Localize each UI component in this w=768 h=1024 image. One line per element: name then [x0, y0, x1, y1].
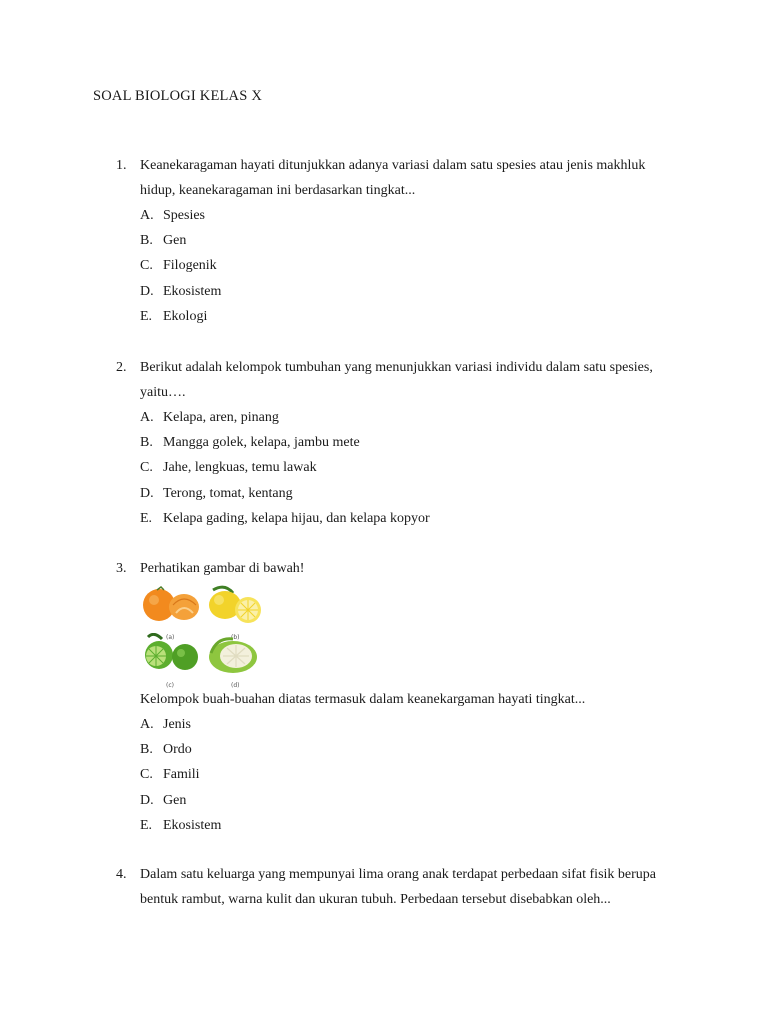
question-stem: Dalam satu keluarga yang mempunyai lima orang anak terdapat perbedaan sifat fisik berupa bentuk rambut, warna kulit dan ukuran tubuh. Perbedaan tersebut disebabkan oleh... — [140, 867, 656, 907]
question-number: 1. — [116, 158, 127, 173]
option-text: Ekosistem — [163, 283, 222, 299]
figure-caption-a: (a) — [166, 634, 175, 641]
option-text: Kelapa, aren, pinang — [163, 410, 279, 425]
question-stem: Perhatikan gambar di bawah! — [140, 561, 305, 576]
option-c — [140, 455, 676, 480]
option-letter: D. — [140, 485, 154, 501]
option-letter: C. — [140, 767, 153, 783]
figure-caption-c: (c) — [166, 682, 174, 689]
option-text: Mangga golek, kelapa, jambu mete — [163, 435, 360, 451]
option-a — [140, 203, 676, 228]
pomelo-fruit-image — [203, 633, 265, 675]
option-letter: B. — [140, 435, 153, 451]
option-e — [140, 304, 676, 329]
option-b — [140, 430, 676, 455]
question-1 — [116, 153, 676, 329]
option-text: Kelapa gading, kelapa hijau, dan kelapa kopyor — [163, 510, 430, 526]
option-text: Ekologi — [163, 308, 208, 324]
fruit-figure — [140, 585, 264, 689]
question-stem: Berikut adalah kelompok tumbuhan yang menunjukkan variasi individu dalam satu spesies, yaitu…. — [140, 360, 653, 400]
option-letter: E. — [140, 817, 153, 833]
question-stem-continued: Kelompok buah-buahan diatas termasuk dalam keanekargaman hayati tingkat... — [140, 692, 586, 707]
document-title: SOAL BIOLOGI KELAS X — [93, 88, 262, 104]
option-letter: E. — [140, 308, 153, 324]
option-letter: C. — [140, 460, 153, 476]
option-text: Jahe, lengkuas, temu lawak — [163, 460, 317, 476]
option-letter: A. — [140, 717, 154, 732]
option-b — [140, 737, 676, 762]
option-text: Gen — [163, 792, 187, 808]
option-text: Filogenik — [163, 258, 217, 274]
option-a — [140, 405, 676, 430]
option-letter: B. — [140, 233, 153, 249]
option-text: Ekosistem — [163, 817, 222, 833]
option-b — [140, 228, 676, 253]
option-letter: C. — [140, 258, 153, 274]
option-c — [140, 253, 676, 278]
option-letter: D. — [140, 283, 154, 299]
figure-caption-d: (d) — [231, 682, 240, 689]
option-text: Gen — [163, 233, 187, 249]
question-3 — [116, 556, 676, 838]
option-d — [140, 481, 676, 506]
option-letter: E. — [140, 510, 153, 526]
question-number: 3. — [116, 561, 127, 576]
figure-caption-b: (b) — [231, 634, 240, 641]
question-2 — [116, 355, 676, 531]
lime-fruit-image — [140, 633, 202, 675]
option-d — [140, 788, 676, 813]
orange-fruit-image — [140, 585, 202, 627]
question-4 — [116, 862, 676, 912]
option-d — [140, 279, 676, 304]
question-number: 2. — [116, 360, 127, 375]
option-letter: A. — [140, 208, 154, 223]
option-text: Terong, tomat, kentang — [163, 485, 293, 501]
option-c — [140, 762, 676, 787]
option-e — [140, 813, 676, 838]
option-e — [140, 506, 676, 531]
option-letter: D. — [140, 792, 154, 808]
option-text: Famili — [163, 767, 200, 783]
option-text: Spesies — [163, 208, 205, 223]
option-letter: A. — [140, 410, 154, 425]
option-text: Jenis — [163, 717, 191, 732]
option-letter: B. — [140, 742, 153, 758]
question-stem: Keanekaragaman hayati ditunjukkan adanya variasi dalam satu spesies atau jenis makhluk hidup, keanekaragaman ini berdasarkan tingkat... — [140, 158, 646, 198]
option-text: Ordo — [163, 742, 192, 758]
lemon-fruit-image — [203, 585, 265, 627]
question-number: 4. — [116, 867, 127, 882]
option-a — [140, 712, 676, 737]
